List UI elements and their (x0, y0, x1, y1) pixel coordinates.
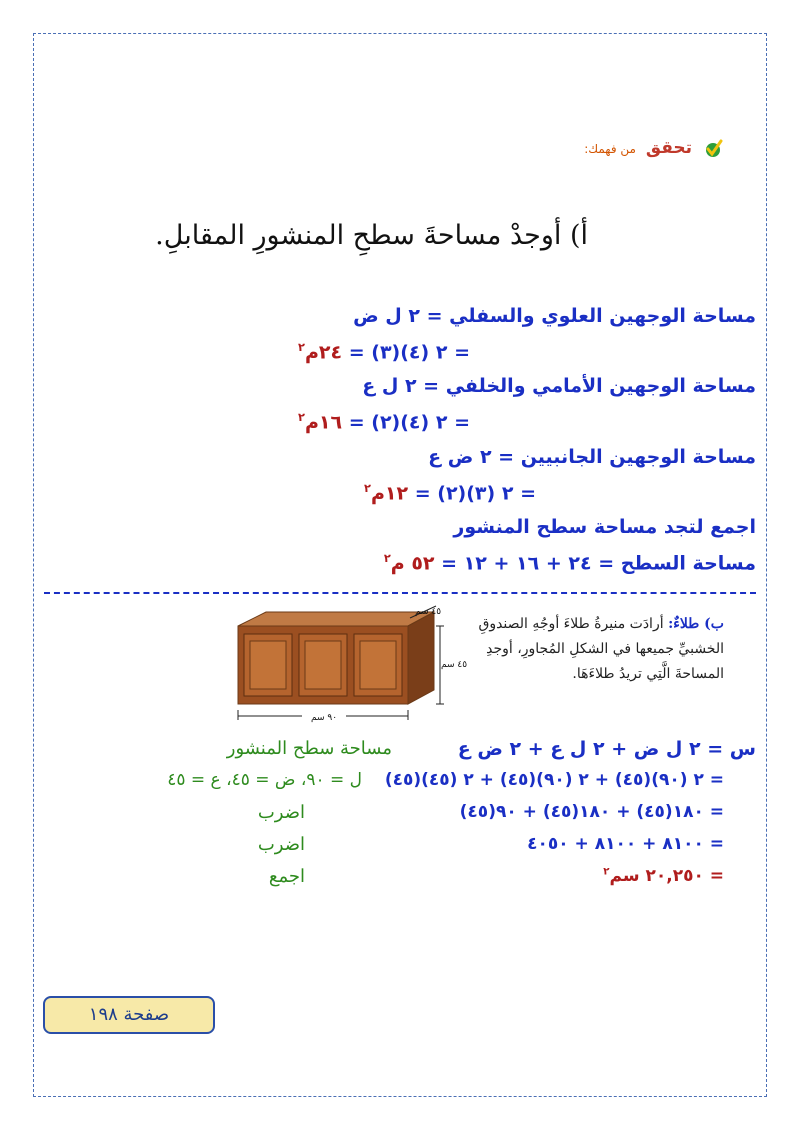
part-a-line-4: = ٢ (٤)(٢) = ١٦م$^٢$ (298, 410, 470, 434)
height-label: ٤٥ سم (440, 660, 468, 670)
part-b-result: = ٢٠,٢٥٠ سم$^٢$ (603, 866, 724, 886)
check-subtitle: من فهمك: (584, 142, 636, 156)
part-b-substitution: = ٢ (٩٠)(٤٥) + ٢ (٩٠)(٤٥) + ٢ (٤٥)(٤٥) (384, 770, 724, 790)
part-b-sum-line: = ٨١٠٠ + ٨١٠٠ + ٤٠٥٠ (527, 834, 724, 854)
part-b-formula: س = ٢ ل ض + ٢ ل ع + ٢ ض ع (457, 738, 756, 760)
part-b-formula-note: مساحة سطح المنشور (226, 738, 392, 759)
part-a-question: أ) أوجدْ مساحةَ سطحِ المنشورِ المقابلِ. (155, 220, 588, 251)
part-a-line-5: مساحة الوجهين الجانبيين = ٢ ض ع (428, 446, 756, 468)
part-a-line-8: مساحة السطح = ٢٤ + ١٦ + ١٢ = ٥٢ م$^٢$ (383, 551, 756, 575)
length-label: ٩٠ سم (310, 713, 338, 723)
wooden-box-figure (228, 604, 468, 724)
section-divider (44, 592, 756, 594)
part-b-question: ب) طلاءٌ: أرادَت منيرةُ طلاءَ أوجُهِ الصندوقِ الخشبيِّ جميعها في الشكلِ المُجاورِ، أوجدِ المساحةَ الَّتِي تريدُ طلاءَهَا. (478, 616, 724, 682)
part-a-line-1: مساحة الوجهين العلوي والسفلي = ٢ ل ض (353, 305, 756, 327)
check-title: تحقق (645, 138, 693, 158)
part-b-label: ب) طلاءٌ: (668, 616, 724, 632)
part-a-line-3: مساحة الوجهين الأمامي والخلفي = ٢ ل ع (362, 375, 756, 397)
check-heading (584, 137, 724, 159)
page-number-badge: صفحة ١٩٨ (43, 996, 215, 1034)
part-b-multiply-note: اضرب (257, 802, 305, 823)
part-a-line-7: اجمع لتجد مساحة سطح المنشور (453, 516, 756, 538)
part-b-substitution-note: ل = ٩٠، ض = ٤٥، ع = ٤٥ (167, 770, 362, 790)
part-a-line-2: = ٢ (٤)(٣) = ٢٤م$^٢$ (298, 340, 470, 364)
part-b-sum-note: اضرب (257, 834, 305, 855)
width-label: ٤٥ سم (414, 607, 442, 617)
checkmark-icon (702, 137, 724, 159)
part-a-line-6: = ٢ (٣)(٢) = ١٢م$^٢$ (364, 481, 536, 505)
part-b-result-note: اجمع (268, 866, 305, 887)
part-b-multiply-line: = ١٨٠(٤٥) + ١٨٠(٤٥) + ٩٠(٤٥) (459, 802, 724, 822)
